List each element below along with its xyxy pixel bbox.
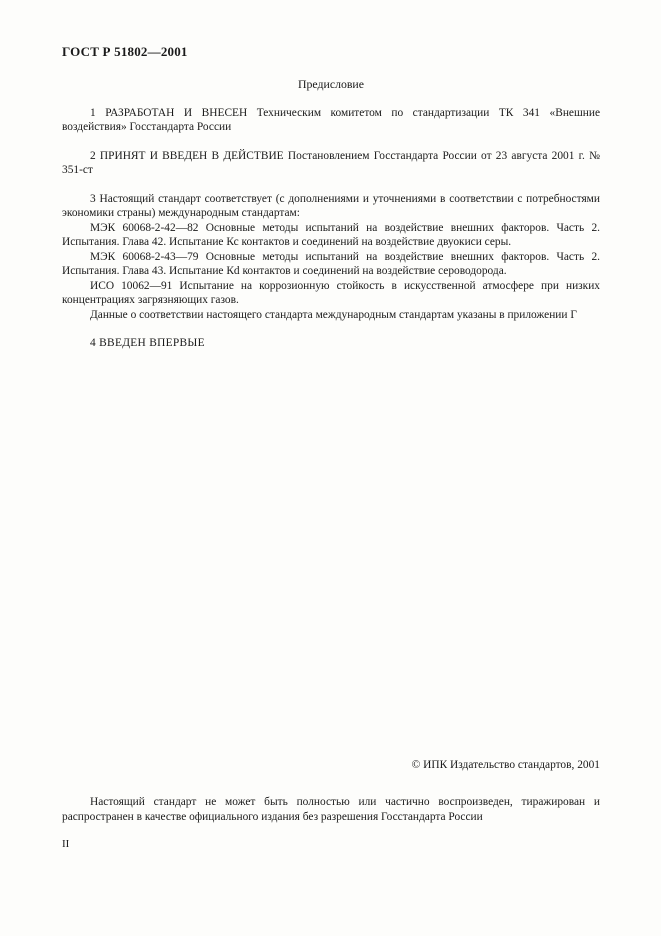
preface-item-3-standard-iec-43: МЭК 60068-2-43—79 Основные методы испытаний на воздействие внешних факторов. Часть 2. Испытания. Глава 43. Испытание Кd контактов и соединений на воздействие сероводорода.: [62, 250, 600, 277]
preface-item-3-standard-iso: ИСО 10062—91 Испытание на коррозионную стойкость в искусственной атмосфере при низких концентрациях загрязняющих газов.: [62, 279, 600, 306]
preface-item-2: 2 ПРИНЯТ И ВВЕДЕН В ДЕЙСТВИЕ Постановлением Госстандарта России от 23 августа 2001 г. № 351-ст: [62, 149, 600, 176]
standard-code-header: ГОСТ Р 51802—2001: [62, 44, 188, 59]
preface-item-3-note: Данные о соответствии настоящего стандарта международным стандартам указаны в приложении Г: [90, 308, 577, 321]
preface-content: [62, 77, 600, 351]
preface-item-3-intro: 3 Настоящий стандарт соответствует (с дополнениями и уточнениями в соответствии с потребностями экономики страны) международным стандартам:: [62, 192, 600, 219]
copyright-line: © ИПК Издательство стандартов, 2001: [411, 759, 600, 771]
preface-title: Предисловие: [298, 77, 364, 91]
preface-item-4: 4 ВВЕДЕН ВПЕРВЫЕ: [90, 337, 205, 349]
page-number: II: [62, 838, 70, 850]
reproduction-notice: Настоящий стандарт не может быть полностью или частично воспроизведен, тиражирован и распространен в качестве официального издания без разрешения Госстандарта России: [62, 796, 600, 823]
preface-item-3-standard-iec-42: МЭК 60068-2-42—82 Основные методы испытаний на воздействие внешних факторов. Часть 2. Испытания. Глава 42. Испытание Кс контактов и соединений на воздействие двуокиси серы.: [62, 221, 600, 248]
preface-item-3: [62, 192, 600, 323]
preface-item-1: 1 РАЗРАБОТАН И ВНЕСЕН Техническим комитетом по стандартизации ТК 341 «Внешние воздействия» Госстандарта России: [62, 106, 600, 133]
